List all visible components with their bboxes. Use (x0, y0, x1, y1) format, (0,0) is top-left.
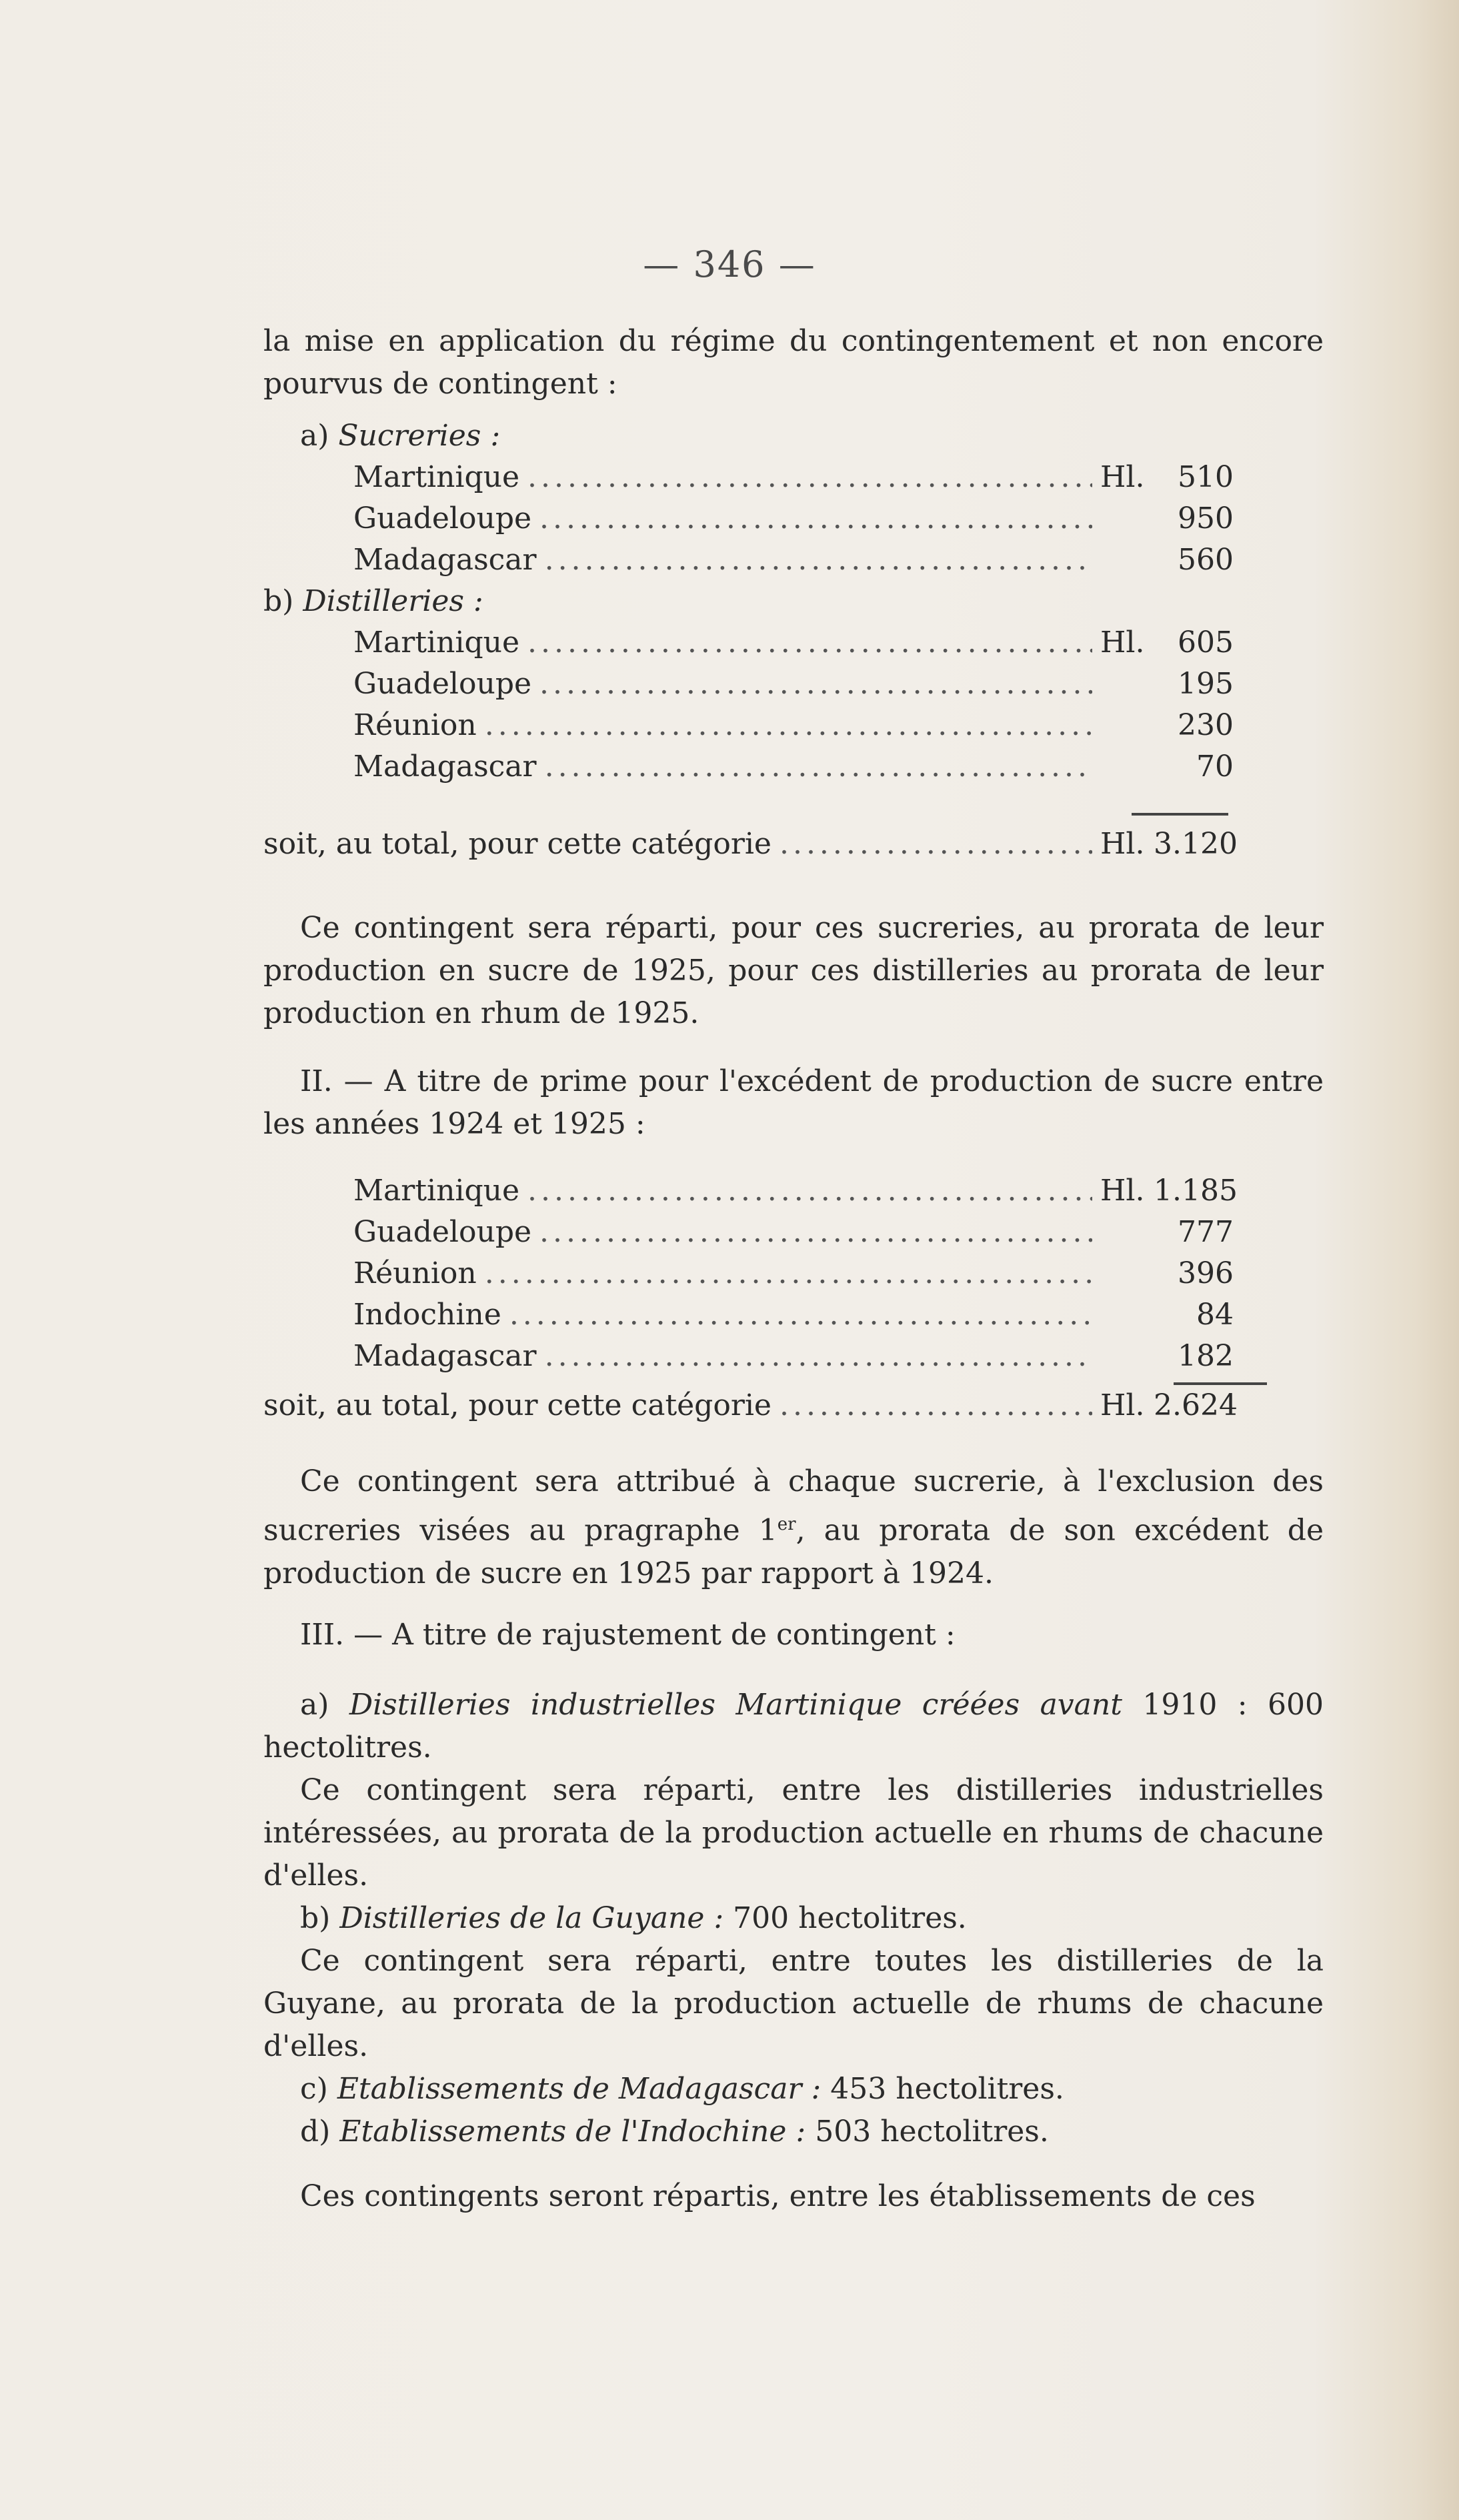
item-title: Etablissements de Madagascar : (337, 2072, 822, 2106)
leader-dots (527, 625, 1092, 660)
leader-dots (527, 460, 1092, 494)
row-name: Martinique (353, 460, 520, 494)
leader-dots (545, 1339, 1092, 1373)
subsection-a-title: Sucreries : (338, 419, 501, 453)
row-value: 70 (1196, 750, 1234, 784)
section-3-heading: III. — A titre de rajustement de contingent : (300, 1618, 956, 1652)
row-name: Réunion (353, 1256, 477, 1290)
row-name: Martinique (353, 1174, 520, 1208)
leader-dots (780, 827, 1092, 861)
item-label: b) (300, 1901, 331, 1935)
leader-dots (539, 501, 1092, 535)
closing-paragraph: Ces contingents seront répartis, entre les établissements de ces (300, 2179, 1256, 2213)
item-title: Etablissements de l'Indochine : (339, 2115, 806, 2149)
intro-paragraph: la mise en application du régime du contingentement et non encore pourvus de contingent : (263, 324, 1324, 401)
item-label: c) (300, 2072, 328, 2106)
page-number: — 346 — (643, 243, 816, 285)
row-value: 560 (1178, 543, 1234, 577)
row-value: 84 (1196, 1298, 1234, 1332)
row-value: 182 (1178, 1339, 1234, 1373)
leader-dots (539, 667, 1092, 701)
section-3-item-a (263, 1684, 1324, 1769)
total-value: 2.624 (1154, 1388, 1238, 1422)
row-name: Guadeloupe (353, 501, 532, 535)
row-value: 777 (1178, 1215, 1234, 1249)
table-row (353, 750, 1234, 792)
row-value: 230 (1178, 708, 1234, 742)
total-label: soit, au total, pour cette catégorie (263, 827, 772, 861)
section-3-item-a-note: Ce contingent sera réparti, entre les distilleries industrielles intéressées, au prorata de la production actuelle en rhums de chacune d'elles. (263, 1773, 1324, 1893)
table-row (353, 1298, 1234, 1340)
table-row (353, 1256, 1234, 1299)
row-value: 396 (1178, 1256, 1234, 1290)
subsection-b-heading (263, 584, 483, 618)
table-row (353, 625, 1234, 668)
item-value: 700 hectolitres. (733, 1901, 967, 1935)
item-label: a) (300, 1688, 329, 1722)
row-value: 510 (1178, 460, 1234, 494)
subsection-b-title: Distilleries : (303, 584, 483, 618)
sum-rule (1132, 813, 1228, 816)
leader-dots (485, 1256, 1092, 1290)
subsection-a-heading (300, 419, 500, 453)
row-name: Indochine (353, 1298, 501, 1332)
table-row (353, 543, 1234, 585)
sum-rule (1174, 1382, 1267, 1385)
section-3-item-d (263, 2111, 1324, 2153)
section-2-heading: II. — A titre de prime pour l'excédent de production de sucre entre les années 1924 et 1925 : (263, 1064, 1324, 1141)
note-text: , au prorata de son excédent de production de sucre en 1925 par rapport à 1924. (263, 1513, 1324, 1590)
row-name: Martinique (353, 625, 520, 660)
leader-dots (780, 1388, 1092, 1422)
table-row (353, 667, 1234, 710)
section-3-item-b (263, 1897, 1324, 1940)
section-1-note: Ce contingent sera réparti, pour ces sucreries, au prorata de leur production en sucre de 1925, pour ces distilleries au prorata de leur production en rhum de 1925. (263, 911, 1324, 1030)
row-unit: Hl. (1100, 625, 1145, 660)
item-title: Distilleries industrielles Martinique créées avant (349, 1688, 1122, 1722)
total-unit: Hl. (1100, 1388, 1145, 1422)
total-row (263, 827, 1238, 870)
table-row (353, 1215, 1234, 1258)
leader-dots (545, 543, 1092, 577)
item-value: 503 hectolitres. (815, 2115, 1049, 2149)
table-row (353, 460, 1234, 503)
row-value: 1.185 (1154, 1174, 1238, 1208)
total-label: soit, au total, pour cette catégorie (263, 1388, 772, 1422)
subsection-a-label: a) (300, 419, 329, 453)
row-value: 605 (1178, 625, 1234, 660)
item-value: 1910 : 600 hectolitres. (263, 1688, 1324, 1764)
table-row (353, 708, 1234, 751)
item-title: Distilleries de la Guyane : (339, 1901, 724, 1935)
section-2-note (263, 1460, 1324, 1595)
leader-dots (485, 708, 1092, 742)
row-unit: Hl. (1100, 1174, 1145, 1208)
note-text: Ce contingent sera attribué à chaque sucrerie, à l'exclusion des sucreries visées au pragraphe 1 (263, 1464, 1324, 1548)
table-row (353, 1339, 1234, 1382)
section-3-item-b-note: Ce contingent sera réparti, entre toutes les distilleries de la Guyane, au prorata de la production actuelle de rhums de chacune d'elles. (263, 1944, 1324, 2063)
subsection-b-label: b) (263, 584, 294, 618)
row-name: Guadeloupe (353, 1215, 532, 1249)
total-value: 3.120 (1154, 827, 1238, 861)
item-value: 453 hectolitres. (830, 2072, 1064, 2106)
leader-dots (527, 1174, 1092, 1208)
leader-dots (509, 1298, 1092, 1332)
section-3-item-c (263, 2068, 1324, 2111)
total-unit: Hl. (1100, 827, 1145, 861)
table-row (353, 501, 1234, 544)
row-value: 195 (1178, 667, 1234, 701)
row-unit: Hl. (1100, 460, 1145, 494)
row-name: Guadeloupe (353, 667, 532, 701)
leader-dots (545, 750, 1092, 784)
row-name: Madagascar (353, 1339, 537, 1373)
row-name: Réunion (353, 708, 477, 742)
item-label: d) (300, 2115, 331, 2149)
total-row (263, 1388, 1238, 1431)
table-row (353, 1174, 1238, 1216)
row-name: Madagascar (353, 543, 537, 577)
row-name: Madagascar (353, 750, 537, 784)
leader-dots (539, 1215, 1092, 1249)
superscript: er (777, 1514, 796, 1534)
row-value: 950 (1178, 501, 1234, 535)
